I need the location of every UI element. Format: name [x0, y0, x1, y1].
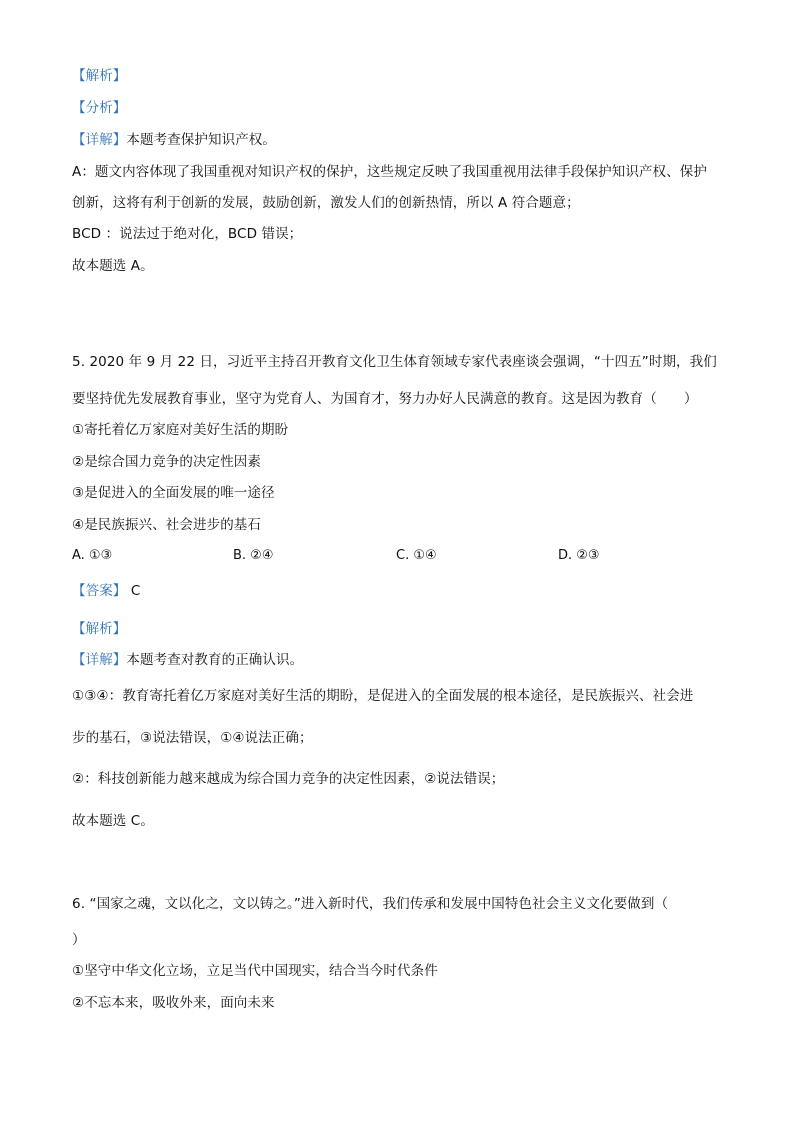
q5-detail-tag: 【详解】: [72, 652, 127, 668]
q6-item-2: ②不忘本来，吸收外来，面向未来: [72, 995, 275, 1011]
q5-explanation-line2: 步的基石，③说法错误，①④说法正确；: [72, 730, 313, 746]
q4-option-a-explanation-line2: 创新，这将有利于创新的发展，鼓励创新，激发人们的创新热情，所以 A 符合题意；: [72, 195, 580, 211]
q5-item-2: ②是综合国力竞争的决定性因素: [72, 454, 262, 470]
q4-analysis-tag: 【解析】: [72, 68, 127, 84]
q5-answer-value: C: [130, 583, 141, 599]
q5-answer-line: [72, 581, 732, 601]
q5-item-4: ④是民族振兴、社会进步的基石: [72, 517, 262, 533]
q6-item-1: ①坚守中华文化立场，立足当代中国现实，结合当今时代条件: [72, 963, 438, 979]
q6-stem-line2: ）: [72, 932, 86, 948]
q5-answer-tag: 【答案】: [72, 583, 127, 599]
q4-detail-line: [72, 130, 732, 150]
q4-detail-tag: 【详解】: [72, 132, 127, 148]
q5-option-a: A. ①③: [72, 548, 113, 563]
q5-conclusion: 故本题选 C。: [72, 813, 154, 829]
q4-option-a-explanation-line1: A：题文内容体现了我国重视对知识产权的保护，这些规定反映了我国重视用法律手段保护知识产权、保护: [72, 164, 707, 180]
q5-item-3: ③是促进入的全面发展的唯一途径: [72, 485, 275, 501]
q5-explanation-line1: ①③④：教育寄托着亿万家庭对美好生活的期盼，是促进入的全面发展的根本途径，是民族振兴、社会进: [72, 688, 694, 704]
q4-conclusion: 故本题选 A。: [72, 258, 154, 274]
q5-option-b: B. ②④: [233, 548, 274, 563]
q5-detail-line: [72, 650, 732, 670]
q4-detail-text: 本题考查保护知识产权。: [126, 132, 277, 148]
q4-fenxi-tag: 【分析】: [72, 100, 127, 116]
q5-stem-line2: 要坚持优先发展教育事业，坚守为党育人、为国育才，努力办好人民满意的教育。这是因为教育（ ）: [72, 391, 698, 407]
q5-option-d: D. ②③: [558, 548, 600, 563]
q5-item-1: ①寄托着亿万家庭对美好生活的期盼: [72, 422, 289, 438]
q5-analysis-tag: 【解析】: [72, 621, 127, 637]
q6-stem-line1: 6. “国家之魂，文以化之，文以铸之。”进入新时代，我们传承和发展中国特色社会主义文化要做到（: [72, 896, 669, 912]
q5-detail-text: 本题考查对教育的正确认识。: [126, 652, 304, 668]
q5-explanation-line3: ②：科技创新能力越来越成为综合国力竞争的决定性因素，②说法错误；: [72, 771, 505, 787]
q5-option-c: C. ①④: [396, 548, 437, 563]
q5-stem-line1: 5. 2020 年 9 月 22 日，习近平主持召开教育文化卫生体育领域专家代表座谈会强调，“十四五”时期，我们: [72, 354, 717, 370]
q4-bcd-explanation: BCD ：说法过于绝对化，BCD 错误；: [72, 226, 303, 242]
